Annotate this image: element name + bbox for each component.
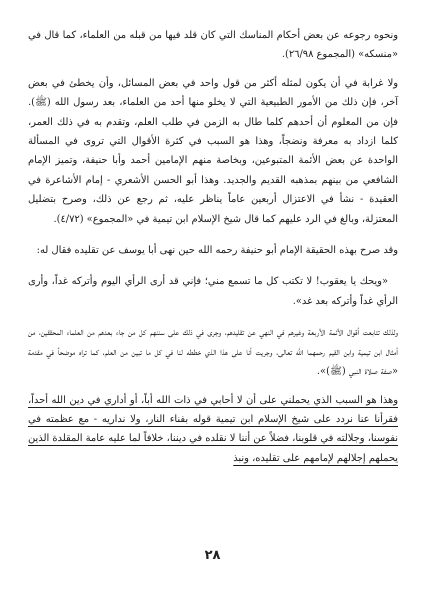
page-number: ٢٨ <box>204 548 221 563</box>
paragraph-manasik-retraction: ونحوه رجوعه عن بعض أحكام المناسك التي كان قلد فيها من قبله من العلماء، كما قال في «منسكه» (المجموع ٢٦/٩٨). <box>28 30 398 61</box>
closing-text: وهذا هو السبب الذي يحملني على أن لا أحابي في ذات الله أباً، أو أداري في دين الله أحداً، فقرأنا عنا نردد على شيخ الإسلام ابن تيمية قوله بفناء النار، ولا نداريه - مع عظمته في نفوسنا، وجلالته في قلوبنا، فضلاً عن أننا لا نقلده في ديننا، خلافاً لما عليه عامة المقلدة الذين يحملهم إجلالهم لإمامهم على تقليده، ونبذ <box>28 394 398 464</box>
paragraph-multiple-opinions: ولا غرابة في أن يكون لمثله أكثر من قول واحد في بعض المسائل، وأن يخطئ في بعض آخر، فإن ذلك من الأمور الطبيعية التي لا يخلو منها أحد من العلماء، بعد رسول الله (ﷺ). فإن من المعلوم أن أحدهم كلما طال به الزمن في طلب العلم، وتقدم به في ذلك العمر، كلما ازداد به معرفة ونضجاً، وهذا هو السبب في كثرة الأقوال التي تروى في المسألة الواحدة عن بعض الأئمة المتبوعين، وبخاصة منهم الإمامين أحمد وأبا حنيفة، وتميز الإمام الشافعي من بينهم بمذهبه القديم والجديد. وهذا أبو الحسن الأشعري - إمام الأشاعرة في العقيدة - نشأ في الاعتزال أربعين عاماً يناظر عليه، ثم رجع عن ذلك، وصرح بتضليل المعتزلة، وبالغ في الرد عليهم كما قال شيخ الإسلام ابن تيمية في «المجموع» (٤/٧٢). <box>28 77 398 225</box>
paragraph-four-imams: ولذلك تتابعت أقوال الأئمة الأربعة وغيرهم في النهي عن تقليدهم، وجرى في ذلك على سننهم كل من جاء بعدهم من العلماء المحققين، من أمثال ابن تيمية وابن القيم رحمهما الله تعالى، وجريت أنا على هذا الذي خططه لنا في كل ما تبين من العلم، كما تراه موضحاً في مقدمة «صفة صلاة النبي (ﷺ)». <box>28 327 398 378</box>
quote-abu-hanifa: «ويحك يا يعقوب! لا تكتب كل ما تسمع مني؛ فإني قد أرى الرأي اليوم وأتركه غداً، وأرى الرأي غداً وأتركه بعد غد». <box>28 276 398 307</box>
paragraph-abu-hanifa-intro: وقد صرح بهذه الحقيقة الإمام أبو حنيفة رحمه الله حين نهى أبا يوسف عن تقليده فقال له: <box>36 245 398 257</box>
book-page <box>28 26 398 468</box>
paragraph-closing-underlined <box>28 391 398 469</box>
